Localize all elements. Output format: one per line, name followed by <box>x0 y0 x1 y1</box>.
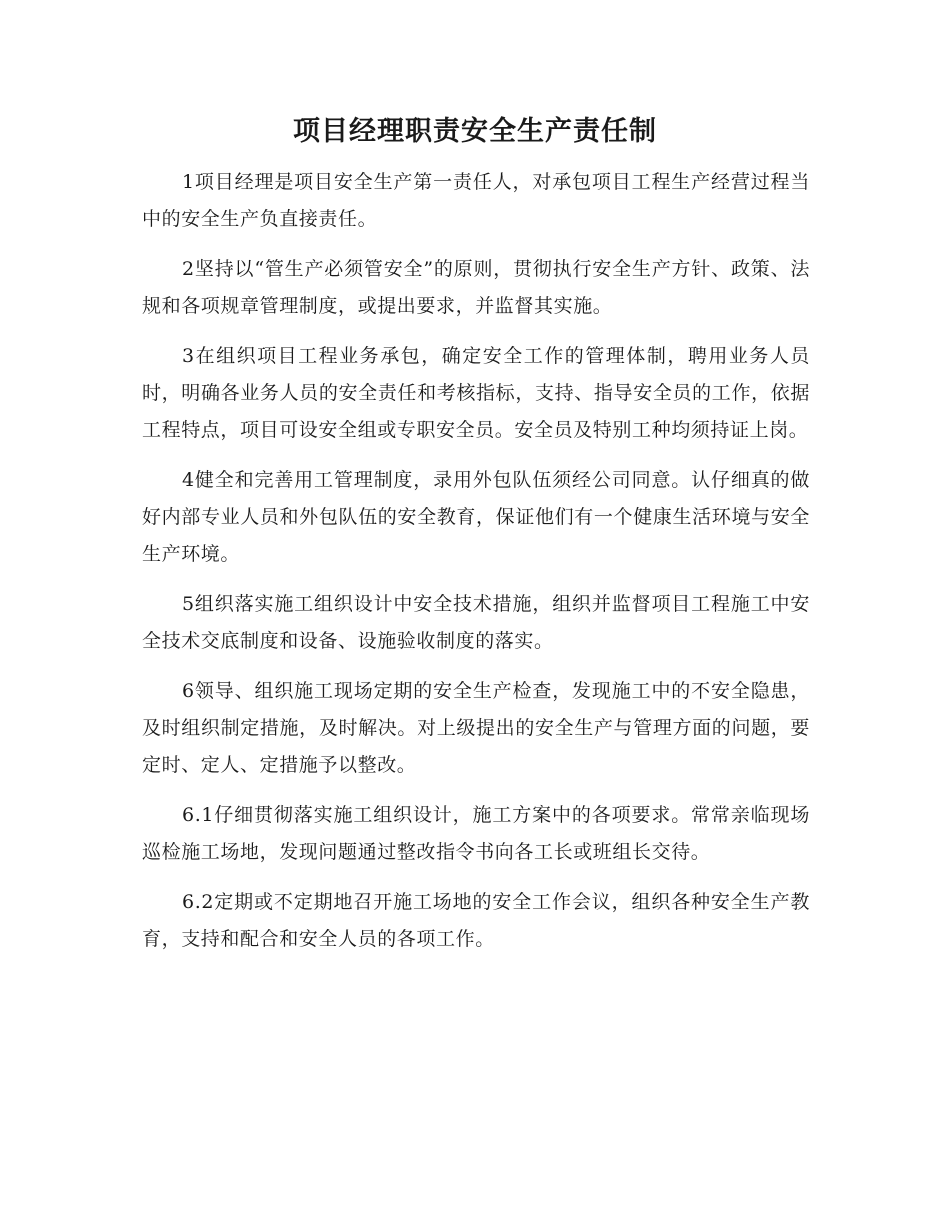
paragraph-6-1: 6.1仔细贯彻落实施工组织设计，施工方案中的各项要求。常常亲临现场巡检施工场地，发现问题通过整改指令书向各工长或班组长交待。 <box>142 804 810 863</box>
document-title: 项目经理职责安全生产责任制 <box>293 116 657 147</box>
paragraph-6: 6领导、组织施工现场定期的安全生产检查，发现施工中的不安全隐患，及时组织制定措施，及时解决。对上级提出的安全生产与管理方面的问题，要定时、定人、定措施予以整改。 <box>142 680 810 776</box>
paragraph-6-2: 6.2定期或不定期地召开施工场地的安全工作会议，组织各种安全生产教育，支持和配合和安全人员的各项工作。 <box>142 891 810 950</box>
paragraph-4: 4健全和完善用工管理制度，录用外包队伍须经公司同意。认仔细真的做好内部专业人员和外包队伍的安全教育，保证他们有一个健康生活环境与安全生产环境。 <box>142 469 810 565</box>
paragraph-2: 2坚持以“管生产必须管安全”的原则，贯彻执行安全生产方针、政策、法规和各项规章管理制度，或提出要求，并监督其实施。 <box>142 258 810 317</box>
paragraph-1: 1项目经理是项目安全生产第一责任人，对承包项目工程生产经营过程当中的安全生产负直接责任。 <box>142 171 810 230</box>
paragraph-5: 5组织落实施工组织设计中安全技术措施，组织并监督项目工程施工中安全技术交底制度和设备、设施验收制度的落实。 <box>142 593 810 652</box>
paragraph-3: 3在组织项目工程业务承包，确定安全工作的管理体制，聘用业务人员时，明确各业务人员的安全责任和考核指标，支持、指导安全员的工作，依据工程特点，项目可设安全组或专职安全员。安全员及特别工种均须持证上岗。 <box>142 345 810 441</box>
document-body <box>142 164 810 971</box>
